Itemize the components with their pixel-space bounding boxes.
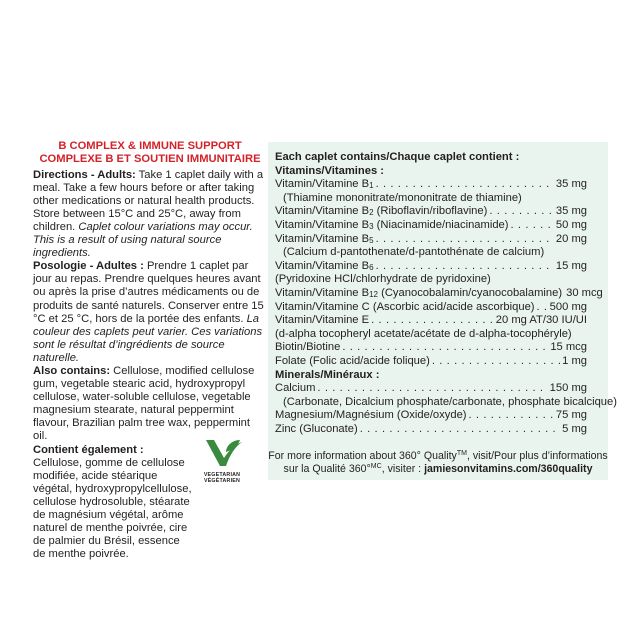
- ingredient-name: [275, 301, 535, 315]
- ingredient-name-text: Vitamin/Vitamine B: [275, 232, 370, 245]
- ingredient-amount: 15 mg: [555, 259, 587, 272]
- ingredient-amount: 1 mg: [562, 354, 587, 367]
- dot-leader: [469, 409, 554, 423]
- quality-footer: [268, 450, 608, 476]
- dot-leader: [511, 219, 554, 233]
- ingredient-detail: (Niacinamide/niacinamide): [373, 218, 509, 231]
- footer-line1-post: , visit/Pour plus d’informations: [466, 450, 608, 462]
- ingredient-source: (Calcium d-pantothenate/d-pantothénate de calcium): [283, 246, 545, 259]
- directions-paragraph: [33, 169, 267, 261]
- ingredient-amount: 20 mg AT/30 IU/UI: [495, 314, 587, 327]
- ingredient-amount: 5 mg: [562, 422, 587, 435]
- ingredient-name-text: Folate: [275, 354, 307, 367]
- ingredient-row: [275, 286, 603, 301]
- ingredient-amount: 30 mcg: [566, 286, 603, 299]
- ingredient-amount: 150 mg: [549, 382, 587, 395]
- posologie-italic: La couleur des caplets peut varier. Ces variations sont le résultat d’ingrédients de source naturelle.: [33, 312, 263, 364]
- ingredient-row: [275, 409, 587, 423]
- dot-leader: [342, 341, 548, 355]
- ingredient-subscript: 6: [369, 262, 374, 272]
- dot-leader: [360, 423, 560, 437]
- ingredient-row: [275, 314, 587, 328]
- ingredient-name: [275, 423, 358, 437]
- also-contains-text: Cellulose, modified cellulose gum, vegetable stearic acid, hydroxypropyl cellulose, water-soluble cellulose, vegetable magnesium stearate, natural peppermint flavour, Brazilian palm tree wax, peppermint oil.: [33, 365, 255, 443]
- ingredient-row: [275, 260, 587, 274]
- ingredient-name-text: Magnesium/Magnésium: [275, 409, 394, 422]
- ingredient-source: (Thiamine mononitrate/mononitrate de thiamine): [283, 191, 522, 204]
- footer-line2-mid: , visiter :: [381, 463, 425, 475]
- vegetarian-label-en: VEGETARIAN: [203, 472, 241, 478]
- ingredient-subscript: 12: [369, 289, 379, 299]
- ingredient-detail: (Oxide/oxyde): [393, 409, 467, 422]
- ingredient-row: [275, 382, 587, 396]
- ingredient-subscript: 3: [369, 221, 374, 231]
- ingredient-row: [275, 423, 587, 437]
- ingredient-amount: 15 mcg: [550, 341, 587, 354]
- ingredient-subscript: 2: [369, 208, 374, 218]
- dot-leader: [537, 301, 548, 315]
- footer-url-link[interactable]: jamiesonvitamins.com/360quality: [424, 463, 593, 475]
- dot-leader: [489, 205, 554, 219]
- ingredient-detail: (Gluconate): [296, 422, 358, 435]
- ingredient-amount: 75 mg: [555, 409, 587, 422]
- product-title-fr: COMPLEXE B ET SOUTIEN IMMUNITAIRE: [39, 152, 261, 165]
- minerals-heading: Minerals/Minéraux :: [275, 368, 380, 381]
- ingredient-amount: 20 mg: [555, 232, 587, 245]
- ingredient-name: [275, 219, 509, 233]
- ingredient-name: [275, 314, 369, 328]
- ingredient-name: [275, 341, 340, 355]
- ingredient-name-text: Vitamin/Vitamine B: [275, 286, 370, 299]
- ingredient-row: [275, 341, 587, 355]
- contient-paragraph: [33, 444, 193, 562]
- also-contains-paragraph: [33, 365, 267, 444]
- posologie-label: Posologie - Adultes :: [33, 260, 144, 273]
- ingredient-row: [275, 178, 587, 192]
- ingredient-row: [275, 355, 587, 369]
- ingredient-name: [275, 355, 430, 369]
- contient-text: Cellulose, gomme de cellulose modifiée, acide stéarique végétal, hydroxypropylcellulose, cellulose hydrosoluble, stéarate de magnésium végétal, arôme naturel de menthe poivrée, cire de palmier du Brésil, essence de menthe poivrée.: [33, 456, 192, 561]
- panel-heading: Each caplet contains/Chaque caplet contient :: [275, 151, 520, 163]
- directions-text: Take 1 caplet daily with a meal. Take a few hours before or after taking other medications or natural health products. Store between 15°C and 25°C, away from children.: [33, 168, 264, 233]
- directions-italic: Caplet colour variations may occur. This is a result of using natural source ingredients.: [33, 220, 253, 260]
- dot-leader: [317, 382, 547, 396]
- vegetarian-label: [196, 472, 248, 484]
- dot-leader: [371, 314, 494, 328]
- ingredient-name-text: Vitamin/Vitamine E: [275, 314, 370, 327]
- ingredient-subscript: 5: [369, 235, 374, 245]
- ingredient-name: [275, 205, 487, 219]
- footer-tm: TM: [456, 450, 467, 457]
- ingredient-detail: (Riboflavin/riboflavine): [373, 205, 488, 218]
- contient-label: Contient également :: [33, 443, 144, 456]
- footer-line-2: [268, 463, 608, 476]
- ingredient-source: (Pyridoxine HCl/chlorhydrate de pyridoxine): [275, 273, 491, 286]
- ingredient-amount: 50 mg: [555, 218, 587, 231]
- supplement-facts-table: [275, 151, 617, 436]
- ingredient-name-text: Biotin/Biotine: [275, 341, 341, 354]
- ingredient-detail: (Ascorbic acid/acide ascorbique): [369, 300, 535, 313]
- ingredient-source: (d-alpha tocopheryl acetate/acétate de d-alpha-tocophéryle): [275, 327, 572, 340]
- ingredient-name: [275, 233, 374, 247]
- ingredient-name-text: Vitamin/Vitamine B: [275, 259, 370, 272]
- ingredient-name: [275, 409, 467, 423]
- vegetarian-label-fr: VÉGÉTARIEN: [203, 478, 241, 484]
- ingredient-name-text: Vitamin/Vitamine B: [275, 218, 370, 231]
- ingredient-name: [275, 260, 374, 274]
- directions-label: Directions - Adults:: [33, 168, 136, 181]
- dot-leader: [432, 355, 560, 369]
- ingredient-name: [275, 178, 374, 192]
- ingredient-row: [275, 233, 587, 247]
- footer-line2-text: sur la Qualité 360°: [283, 463, 371, 475]
- ingredient-name-text: Zinc: [275, 422, 297, 435]
- posologie-paragraph: [33, 260, 267, 365]
- ingredient-row: [275, 219, 587, 233]
- product-title-en: B COMPLEX & IMMUNE SUPPORT: [58, 140, 242, 152]
- ingredient-name-text: Vitamin/Vitamine B: [275, 178, 370, 191]
- ingredient-name: [275, 287, 562, 301]
- dot-leader: [376, 178, 554, 192]
- ingredient-name-text: Vitamin/Vitamine C: [275, 300, 370, 313]
- mineral-rows: [275, 382, 617, 436]
- vitamin-rows: [275, 178, 603, 368]
- also-contains-label: Also contains:: [33, 365, 111, 377]
- ingredient-subscript: 1: [369, 181, 374, 191]
- ingredient-detail: (Cyanocobalamin/cyanocobalamine): [378, 286, 563, 299]
- ingredient-amount: 35 mg: [555, 205, 587, 218]
- ingredient-source: (Carbonate, Dicalcium phosphate/carbonate, phosphate bicalcique): [283, 395, 617, 408]
- ingredient-row: [275, 301, 587, 315]
- directions-column: [33, 140, 267, 561]
- dot-leader: [376, 233, 554, 247]
- ingredient-name-text: Vitamin/Vitamine B: [275, 205, 370, 218]
- footer-line-1: [268, 450, 608, 463]
- vegetarian-badge: [196, 436, 248, 486]
- ingredient-name: [275, 382, 315, 396]
- ingredient-detail: (Folic acid/acide folique): [306, 354, 430, 367]
- ingredient-amount: 35 mg: [555, 178, 587, 191]
- footer-mc: MC: [370, 463, 382, 470]
- vegetarian-v-leaf-icon: [196, 436, 248, 472]
- ingredient-row: [275, 205, 587, 219]
- ingredient-amount: 500 mg: [549, 300, 587, 313]
- dot-leader: [376, 260, 554, 274]
- footer-line1-text: For more information about 360° Quality: [268, 450, 457, 462]
- vitamins-heading: Vitamins/Vitamines :: [275, 164, 385, 177]
- ingredient-name-text: Calcium: [275, 382, 316, 395]
- posologie-text: Prendre 1 caplet par jour au repas. Prendre quelques heures avant ou après la prise d’autres médicaments ou de produits de santé naturels. Conserver entre 15 °C et 25 °C, hors de la portée des enfants.: [33, 260, 264, 325]
